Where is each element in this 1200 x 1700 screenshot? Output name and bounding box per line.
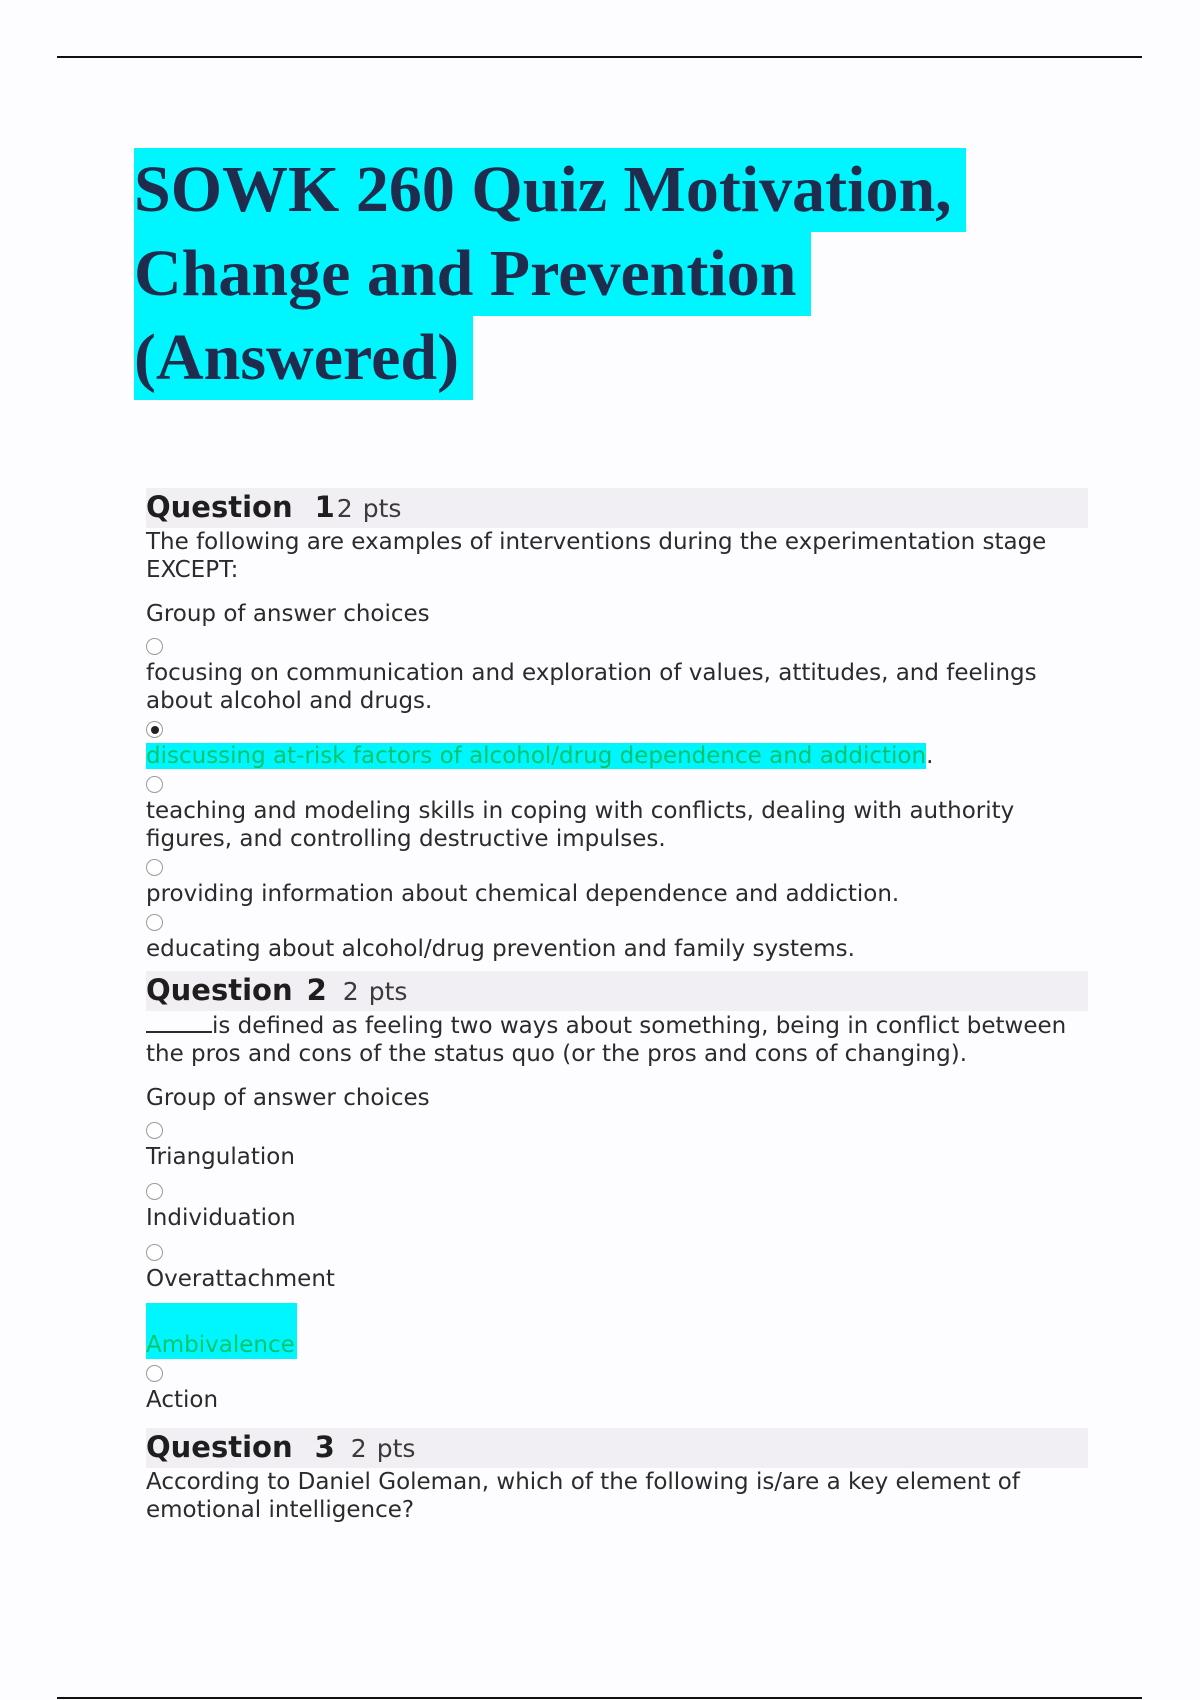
radio-button[interactable] [146, 914, 163, 931]
question-2 [146, 971, 1088, 1414]
answer-choice[interactable] [146, 1244, 1088, 1293]
fill-in-blank [146, 1011, 212, 1033]
answer-choice[interactable] [146, 776, 1088, 853]
radio-button[interactable] [146, 859, 163, 876]
radio-button[interactable] [146, 1183, 163, 1200]
question-points: 2 [350, 1434, 367, 1463]
document-title [134, 148, 966, 400]
radio-button[interactable] [146, 1365, 163, 1382]
answer-choice[interactable] [146, 1303, 1088, 1359]
question-text: According to Daniel Goleman, which of the following is/are a key element of emotional intelligence? [146, 1469, 1020, 1523]
choice-text: Individuation [146, 1205, 296, 1231]
question-label: Question [146, 1430, 293, 1464]
question-number: 2 [306, 973, 327, 1007]
choice-suffix: . [926, 743, 934, 769]
answer-choice[interactable] [146, 1122, 1088, 1171]
radio-button[interactable] [146, 638, 163, 655]
choice-text: teaching and modeling skills in coping with conflicts, dealing with authority figures, and controlling destructive impulses. [146, 798, 1015, 852]
radio-button[interactable] [146, 776, 163, 793]
answer-choice[interactable] [146, 1183, 1088, 1232]
answer-choice[interactable] [146, 1365, 1088, 1414]
choice-text: educating about alcohol/drug prevention and family systems. [146, 936, 855, 962]
correct-answer-highlight: Ambivalence [146, 1303, 297, 1359]
title-line-3: (Answered) [134, 316, 473, 400]
bottom-rule [57, 1697, 1142, 1699]
title-line-2: Change and Prevention [134, 232, 811, 316]
choice-text: focusing on communication and exploration of values, attitudes, and feelings about alcohol and drugs. [146, 660, 1037, 714]
question-number: 1 [314, 490, 335, 524]
question-points: 2 [336, 494, 353, 523]
radio-button[interactable] [146, 1122, 163, 1139]
choice-text: Triangulation [146, 1144, 295, 1170]
question-number: 3 [314, 1430, 335, 1464]
answer-choice[interactable] [146, 721, 1088, 770]
question-header [146, 488, 1088, 528]
choice-text: Action [146, 1387, 219, 1413]
choice-text: providing information about chemical dependence and addiction. [146, 881, 900, 907]
question-text [146, 1011, 1088, 1068]
answer-choice[interactable] [146, 914, 1088, 963]
choice-text: Overattachment [146, 1266, 335, 1292]
correct-answer-highlight: discussing at-risk factors of alcohol/drug dependence and addiction [146, 743, 927, 769]
radio-button-selected[interactable] [146, 721, 163, 738]
question-label: Question [146, 490, 293, 524]
points-label: pts [376, 1434, 416, 1463]
points-label: pts [368, 977, 408, 1006]
question-1 [146, 488, 1088, 963]
question-header [146, 1428, 1088, 1468]
question-label: Question [146, 973, 293, 1007]
question-text: The following are examples of interventions during the experimentation stage EXCEPT: [146, 529, 1047, 583]
choice-text [146, 742, 1088, 770]
question-header [146, 971, 1088, 1011]
answer-choice[interactable] [146, 859, 1088, 908]
answer-group-label: Group of answer choices [146, 601, 430, 627]
answer-group-label: Group of answer choices [146, 1085, 430, 1111]
question-points: 2 [342, 977, 359, 1006]
top-rule [57, 56, 1142, 58]
points-label: pts [362, 494, 402, 523]
quiz-content [146, 488, 1088, 1524]
question-3 [146, 1428, 1088, 1524]
title-line-1: SOWK 260 Quiz Motivation, [134, 148, 966, 232]
radio-button[interactable] [146, 1244, 163, 1261]
question-text-body: is defined as feeling two ways about something, being in conflict between the pros and cons of the status quo (or the pros and cons of changing). [146, 1013, 1067, 1067]
answer-choice[interactable] [146, 638, 1088, 715]
